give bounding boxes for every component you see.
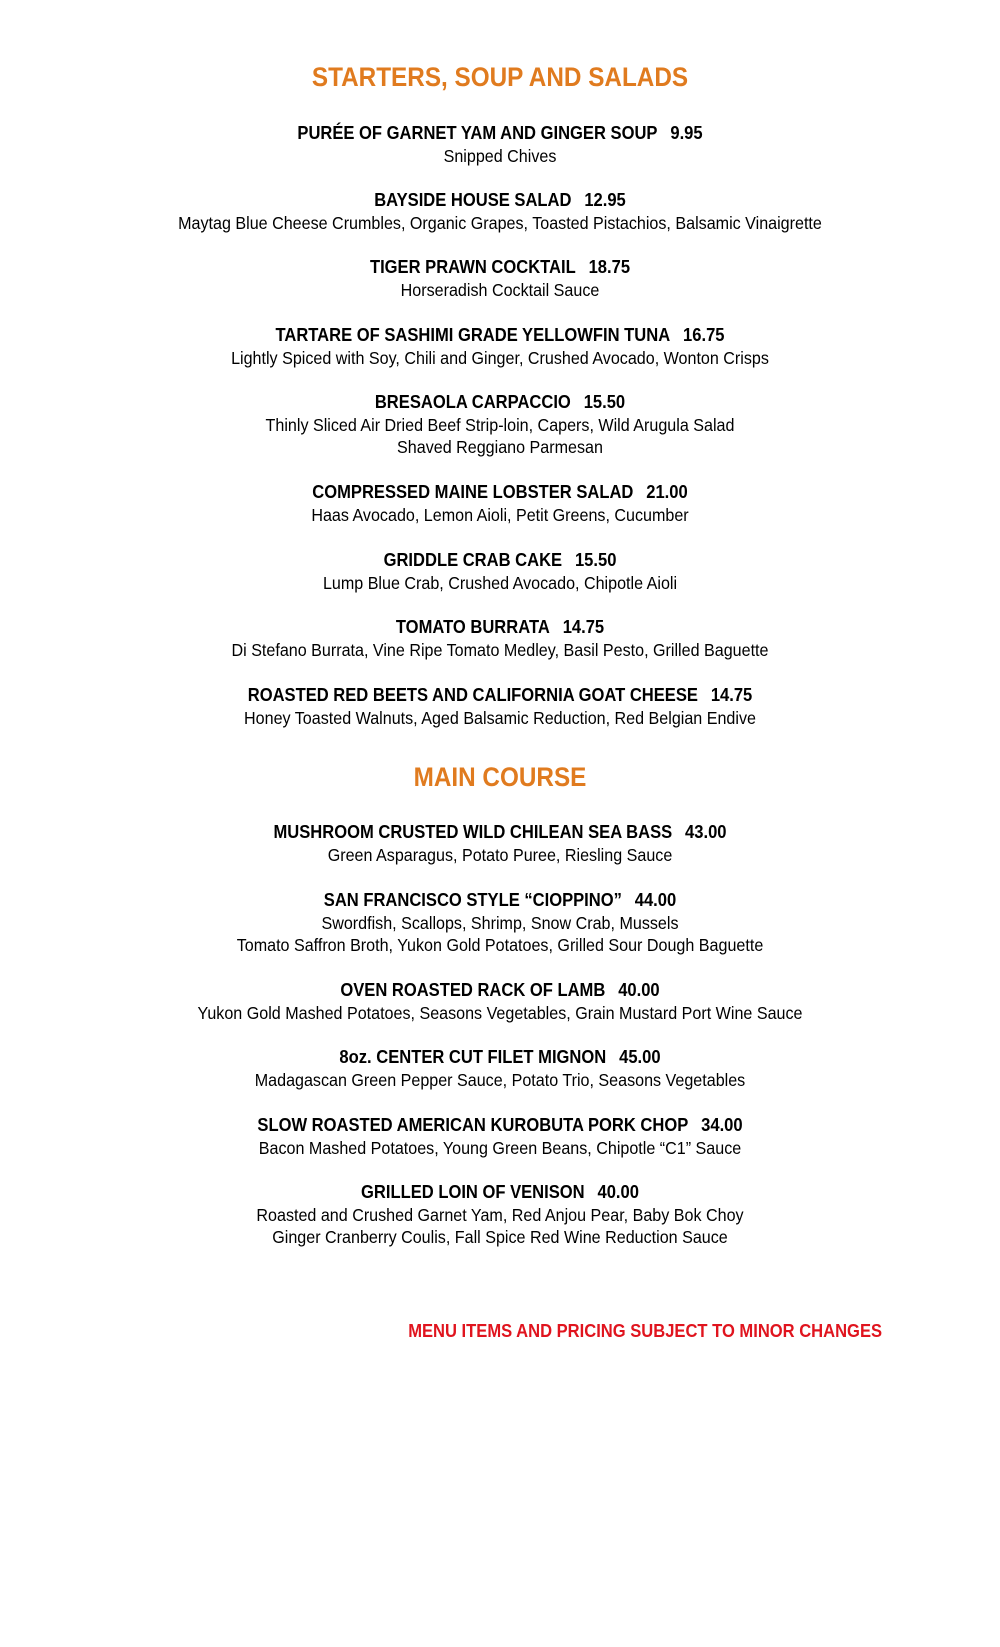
item-header: [40, 889, 960, 912]
item-description: Snipped Chives: [443, 146, 557, 166]
menu-item-pork-chop: [0, 1114, 1000, 1159]
item-name: PURÉE OF GARNET YAM AND GINGER SOUP: [297, 123, 658, 143]
item-name: TARTARE OF SASHIMI GRADE YELLOWFIN TUNA: [275, 325, 671, 345]
item-description: Madagascan Green Pepper Sauce, Potato Trio, Seasons Vegetables: [254, 1070, 746, 1090]
item-description: Honey Toasted Walnuts, Aged Balsamic Reduction, Red Belgian Endive: [244, 708, 756, 728]
menu-item-tomato-burrata: [0, 616, 1000, 661]
item-name: 8oz. CENTER CUT FILET MIGNON: [339, 1047, 607, 1067]
item-price: 12.95: [584, 190, 626, 210]
main-course-section-title: MAIN COURSE: [413, 762, 587, 792]
item-name: MUSHROOM CRUSTED WILD CHILEAN SEA BASS: [273, 822, 673, 842]
menu-item-cioppino: [0, 889, 1000, 956]
item-description: Lightly Spiced with Soy, Chili and Ginger, Crushed Avocado, Wonton Crisps: [231, 348, 769, 368]
item-description: Roasted and Crushed Garnet Yam, Red Anjou Pear, Baby Bok Choy: [256, 1205, 744, 1225]
item-price: 9.95: [670, 123, 703, 143]
item-header: [40, 324, 960, 347]
item-price: 43.00: [685, 822, 727, 842]
menu-item-yam-soup: [0, 122, 1000, 167]
menu-item-crab-cake: [0, 549, 1000, 594]
item-header: [40, 979, 960, 1002]
item-price: 16.75: [683, 325, 725, 345]
menu-item-filet-mignon: [0, 1046, 1000, 1091]
item-description: Bacon Mashed Potatoes, Young Green Beans, Chipotle “C1” Sauce: [258, 1138, 742, 1158]
menu-item-prawn-cocktail: [0, 256, 1000, 301]
menu-item-red-beets: [0, 684, 1000, 729]
item-header: [40, 122, 960, 145]
item-name: OVEN ROASTED RACK OF LAMB: [340, 980, 606, 1000]
item-price: 21.00: [646, 482, 688, 502]
item-price: 15.50: [574, 550, 617, 570]
menu-item-venison: [0, 1181, 1000, 1248]
menu-item-sea-bass: [0, 821, 1000, 866]
item-description: Green Asparagus, Potato Puree, Riesling Sauce: [327, 845, 673, 865]
item-price: 15.50: [583, 392, 626, 412]
item-name: TOMATO BURRATA: [395, 617, 550, 637]
item-price: 40.00: [618, 980, 660, 1000]
item-description: Swordfish, Scallops, Shrimp, Snow Crab, Mussels: [321, 913, 679, 933]
item-price: 14.75: [562, 617, 605, 637]
menu-item-tuna-tartare: [0, 324, 1000, 369]
item-header: [40, 391, 960, 414]
item-description: Yukon Gold Mashed Potatoes, Seasons Vegetables, Grain Mustard Port Wine Sauce: [197, 1003, 803, 1023]
item-name: BRESAOLA CARPACCIO: [374, 392, 571, 412]
menu-item-house-salad: [0, 189, 1000, 234]
item-price: 34.00: [701, 1115, 743, 1135]
item-price: 18.75: [588, 257, 631, 277]
item-header: [40, 821, 960, 844]
item-price: 40.00: [597, 1182, 639, 1202]
starters-section-title: STARTERS, SOUP AND SALADS: [311, 62, 689, 92]
item-name: GRILLED LOIN OF VENISON: [361, 1182, 585, 1202]
item-description: Thinly Sliced Air Dried Beef Strip-loin, Capers, Wild Arugula Salad: [265, 415, 735, 435]
item-description: Lump Blue Crab, Crushed Avocado, Chipotle Aioli: [322, 573, 678, 593]
item-price: 45.00: [619, 1047, 661, 1067]
item-description: Ginger Cranberry Coulis, Fall Spice Red Wine Reduction Sauce: [272, 1227, 728, 1247]
item-price: 44.00: [634, 890, 677, 910]
item-header: [40, 1046, 960, 1069]
item-name: TIGER PRAWN COCKTAIL: [369, 257, 576, 277]
item-header: [40, 1114, 960, 1137]
item-name: GRIDDLE CRAB CAKE: [383, 550, 563, 570]
item-description: Maytag Blue Cheese Crumbles, Organic Grapes, Toasted Pistachios, Balsamic Vinaigrette: [178, 213, 822, 233]
item-description: Tomato Saffron Broth, Yukon Gold Potatoes, Grilled Sour Dough Baguette: [236, 935, 764, 955]
item-header: [40, 616, 960, 639]
item-description: Horseradish Cocktail Sauce: [400, 280, 600, 300]
item-name: SLOW ROASTED AMERICAN KUROBUTA PORK CHOP: [257, 1115, 689, 1135]
item-header: [40, 481, 960, 504]
item-description: Haas Avocado, Lemon Aioli, Petit Greens, Cucumber: [311, 505, 689, 525]
item-header: [40, 1181, 960, 1204]
item-description: Di Stefano Burrata, Vine Ripe Tomato Medley, Basil Pesto, Grilled Baguette: [231, 640, 769, 660]
item-name: COMPRESSED MAINE LOBSTER SALAD: [312, 482, 634, 502]
item-name: ROASTED RED BEETS AND CALIFORNIA GOAT CHEESE: [247, 685, 698, 705]
menu-item-bresaola-carpaccio: [0, 391, 1000, 458]
item-price: 14.75: [710, 685, 753, 705]
pricing-notice: MENU ITEMS AND PRICING SUBJECT TO MINOR CHANGES: [408, 1321, 882, 1341]
menu-item-rack-of-lamb: [0, 979, 1000, 1024]
item-header: [40, 549, 960, 572]
menu-item-lobster-salad: [0, 481, 1000, 526]
item-header: [40, 189, 960, 212]
item-header: [40, 684, 960, 707]
item-name: BAYSIDE HOUSE SALAD: [374, 190, 572, 210]
item-name: SAN FRANCISCO STYLE “CIOPPINO”: [323, 890, 622, 910]
item-header: [40, 256, 960, 279]
item-description: Shaved Reggiano Parmesan: [397, 437, 603, 457]
